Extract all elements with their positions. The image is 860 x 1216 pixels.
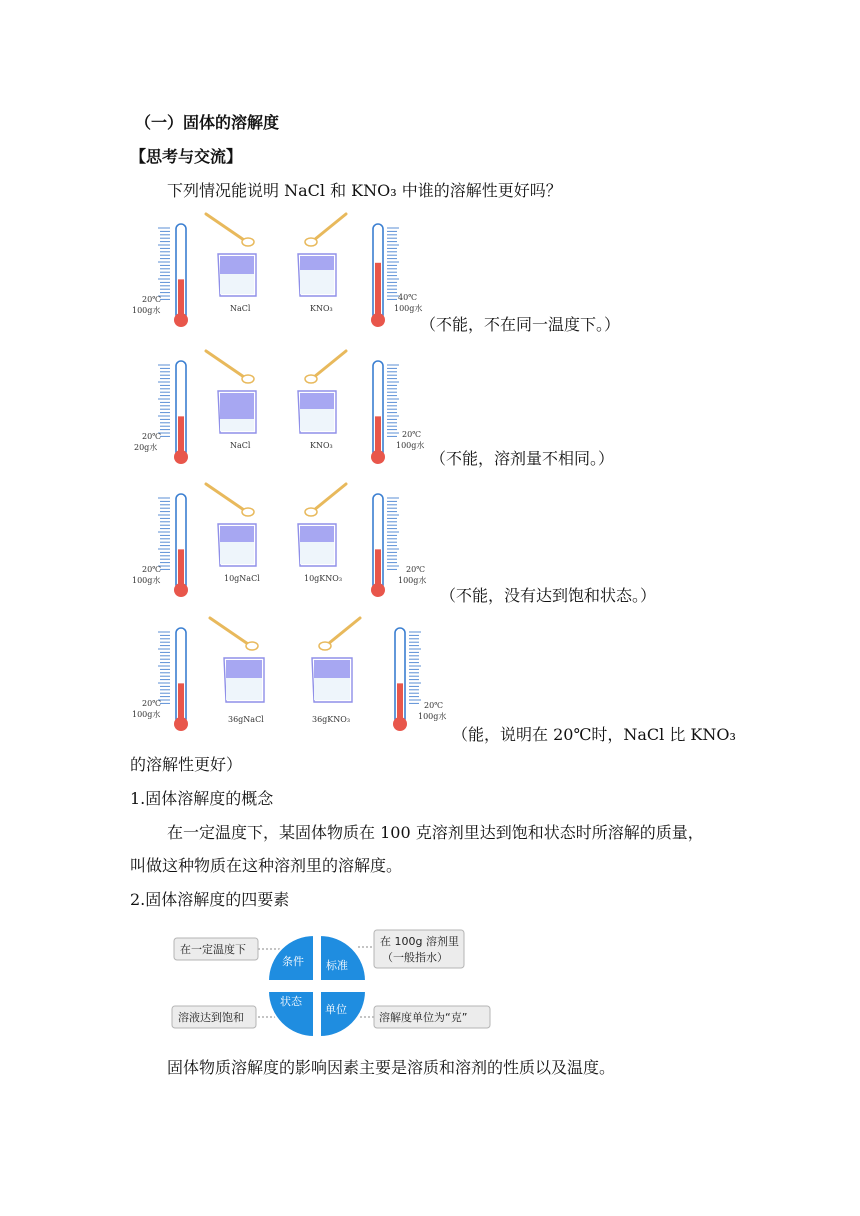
right-thermometer — [371, 361, 424, 464]
four-elements-diagram — [170, 925, 500, 1045]
quadrant-condition-label: 条件 — [282, 955, 304, 968]
beaker-1 — [224, 658, 264, 724]
left-thermometer — [134, 361, 188, 464]
spoon-2 — [305, 351, 346, 383]
beaker-label-2: 36gKNO₃ — [312, 715, 351, 724]
experiment-figure-1 — [130, 210, 450, 330]
left-solvent: 100g水 — [132, 306, 161, 315]
left-thermometer — [132, 628, 188, 731]
beaker-1 — [218, 524, 260, 583]
box-solvent-line2: （一般指水） — [382, 951, 448, 964]
box-saturation — [172, 1006, 256, 1028]
quadrant-condition — [268, 935, 314, 983]
quadrant-unit-label: 单位 — [325, 1003, 347, 1016]
left-solvent: 20g水 — [134, 443, 158, 452]
right-solvent: 100g水 — [394, 304, 423, 313]
beaker-label-1: 36gNaCl — [228, 715, 264, 724]
box-solvent-amount — [374, 930, 464, 968]
spoon-1 — [206, 214, 254, 246]
answer-4-continued: 的溶解性更好） — [130, 755, 243, 774]
beaker-label-2: KNO₃ — [310, 441, 333, 450]
beaker-1 — [218, 254, 256, 313]
spoon-1 — [206, 351, 254, 383]
quadrant-state — [268, 989, 314, 1037]
quadrant-unit — [320, 989, 366, 1037]
box-solvent-line1: 在 100g 溶剂里 — [380, 935, 459, 948]
right-solvent: 100g水 — [396, 441, 425, 450]
figure-svg — [130, 614, 450, 734]
spoon-1 — [206, 484, 254, 516]
left-solvent: 100g水 — [132, 710, 161, 719]
final-paragraph: 固体物质溶解度的影响因素主要是溶质和溶剂的性质以及温度。 — [167, 1058, 616, 1077]
quadrant-standard-label: 标准 — [326, 959, 348, 972]
experiment-figure-4 — [130, 614, 450, 734]
section1-title: 1.固体溶解度的概念 — [130, 789, 274, 808]
section-heading: （一）固体的溶解度 — [135, 113, 280, 132]
quadrant-state-label: 状态 — [280, 995, 302, 1008]
answer-1: （不能，不在同一温度下。） — [420, 315, 621, 334]
right-solvent: 100g水 — [418, 712, 447, 721]
answer-2: （不能，溶剂量不相同。） — [430, 449, 615, 468]
beaker-2 — [298, 254, 336, 313]
box-temperature — [174, 938, 258, 960]
right-thermometer — [393, 628, 446, 731]
figure-svg — [130, 210, 450, 330]
left-solvent: 100g水 — [132, 576, 161, 585]
right-temp: 40℃ — [398, 293, 418, 302]
right-temp: 20℃ — [424, 701, 444, 710]
experiment-figure-3 — [130, 480, 450, 600]
box-saturation-text: 溶液达到饱和 — [178, 1011, 244, 1024]
question-text: 下列情况能说明 NaCl 和 KNO₃ 中谁的溶解性更好吗？ — [167, 181, 562, 200]
section1-paragraph-line2: 叫做这种物质在这种溶剂里的溶解度。 — [130, 856, 403, 875]
section1-paragraph-line1: 在一定温度下，某固体物质在 100 克溶剂里达到饱和状态时所溶解的质量， — [167, 823, 704, 842]
figure-svg — [130, 347, 450, 467]
box-temperature-text: 在一定温度下 — [180, 943, 246, 956]
beaker-1 — [218, 391, 256, 450]
beaker-2 — [298, 391, 336, 450]
left-temp: 20℃ — [142, 432, 162, 441]
spoon-2 — [305, 484, 346, 516]
section2-title: 2.固体溶解度的四要素 — [130, 890, 290, 909]
box-unit — [374, 1006, 490, 1028]
diagram-svg — [170, 925, 500, 1045]
think-exchange-heading: 【思考与交流】 — [130, 147, 243, 166]
spoon-2 — [319, 618, 360, 650]
right-temp: 20℃ — [402, 430, 422, 439]
beaker-label-2: KNO₃ — [310, 304, 333, 313]
experiment-figure-2 — [130, 347, 450, 467]
figure-svg — [130, 480, 450, 600]
beaker-label-1: 10gNaCl — [224, 574, 260, 583]
spoon-1 — [210, 618, 258, 650]
spoon-2 — [305, 214, 346, 246]
answer-4: （能，说明在 20℃时，NaCl 比 KNO₃ — [452, 725, 736, 744]
right-thermometer — [371, 494, 426, 597]
beaker-2 — [298, 524, 342, 583]
beaker-label-2: 10gKNO₃ — [304, 574, 343, 583]
beaker-label-1: NaCl — [230, 441, 251, 450]
right-solvent: 100g水 — [398, 576, 427, 585]
box-unit-text: 溶解度单位为“克” — [379, 1011, 468, 1024]
left-temp: 20℃ — [142, 295, 162, 304]
left-temp: 20℃ — [142, 699, 162, 708]
left-temp: 20℃ — [142, 565, 162, 574]
quadrant-standard — [320, 935, 366, 983]
beaker-2 — [312, 658, 352, 724]
beaker-label-1: NaCl — [230, 304, 251, 313]
right-temp: 20℃ — [406, 565, 426, 574]
answer-3: （不能，没有达到饱和状态。） — [440, 586, 657, 605]
right-thermometer — [371, 224, 422, 327]
left-thermometer — [132, 494, 188, 597]
left-thermometer — [132, 224, 188, 327]
